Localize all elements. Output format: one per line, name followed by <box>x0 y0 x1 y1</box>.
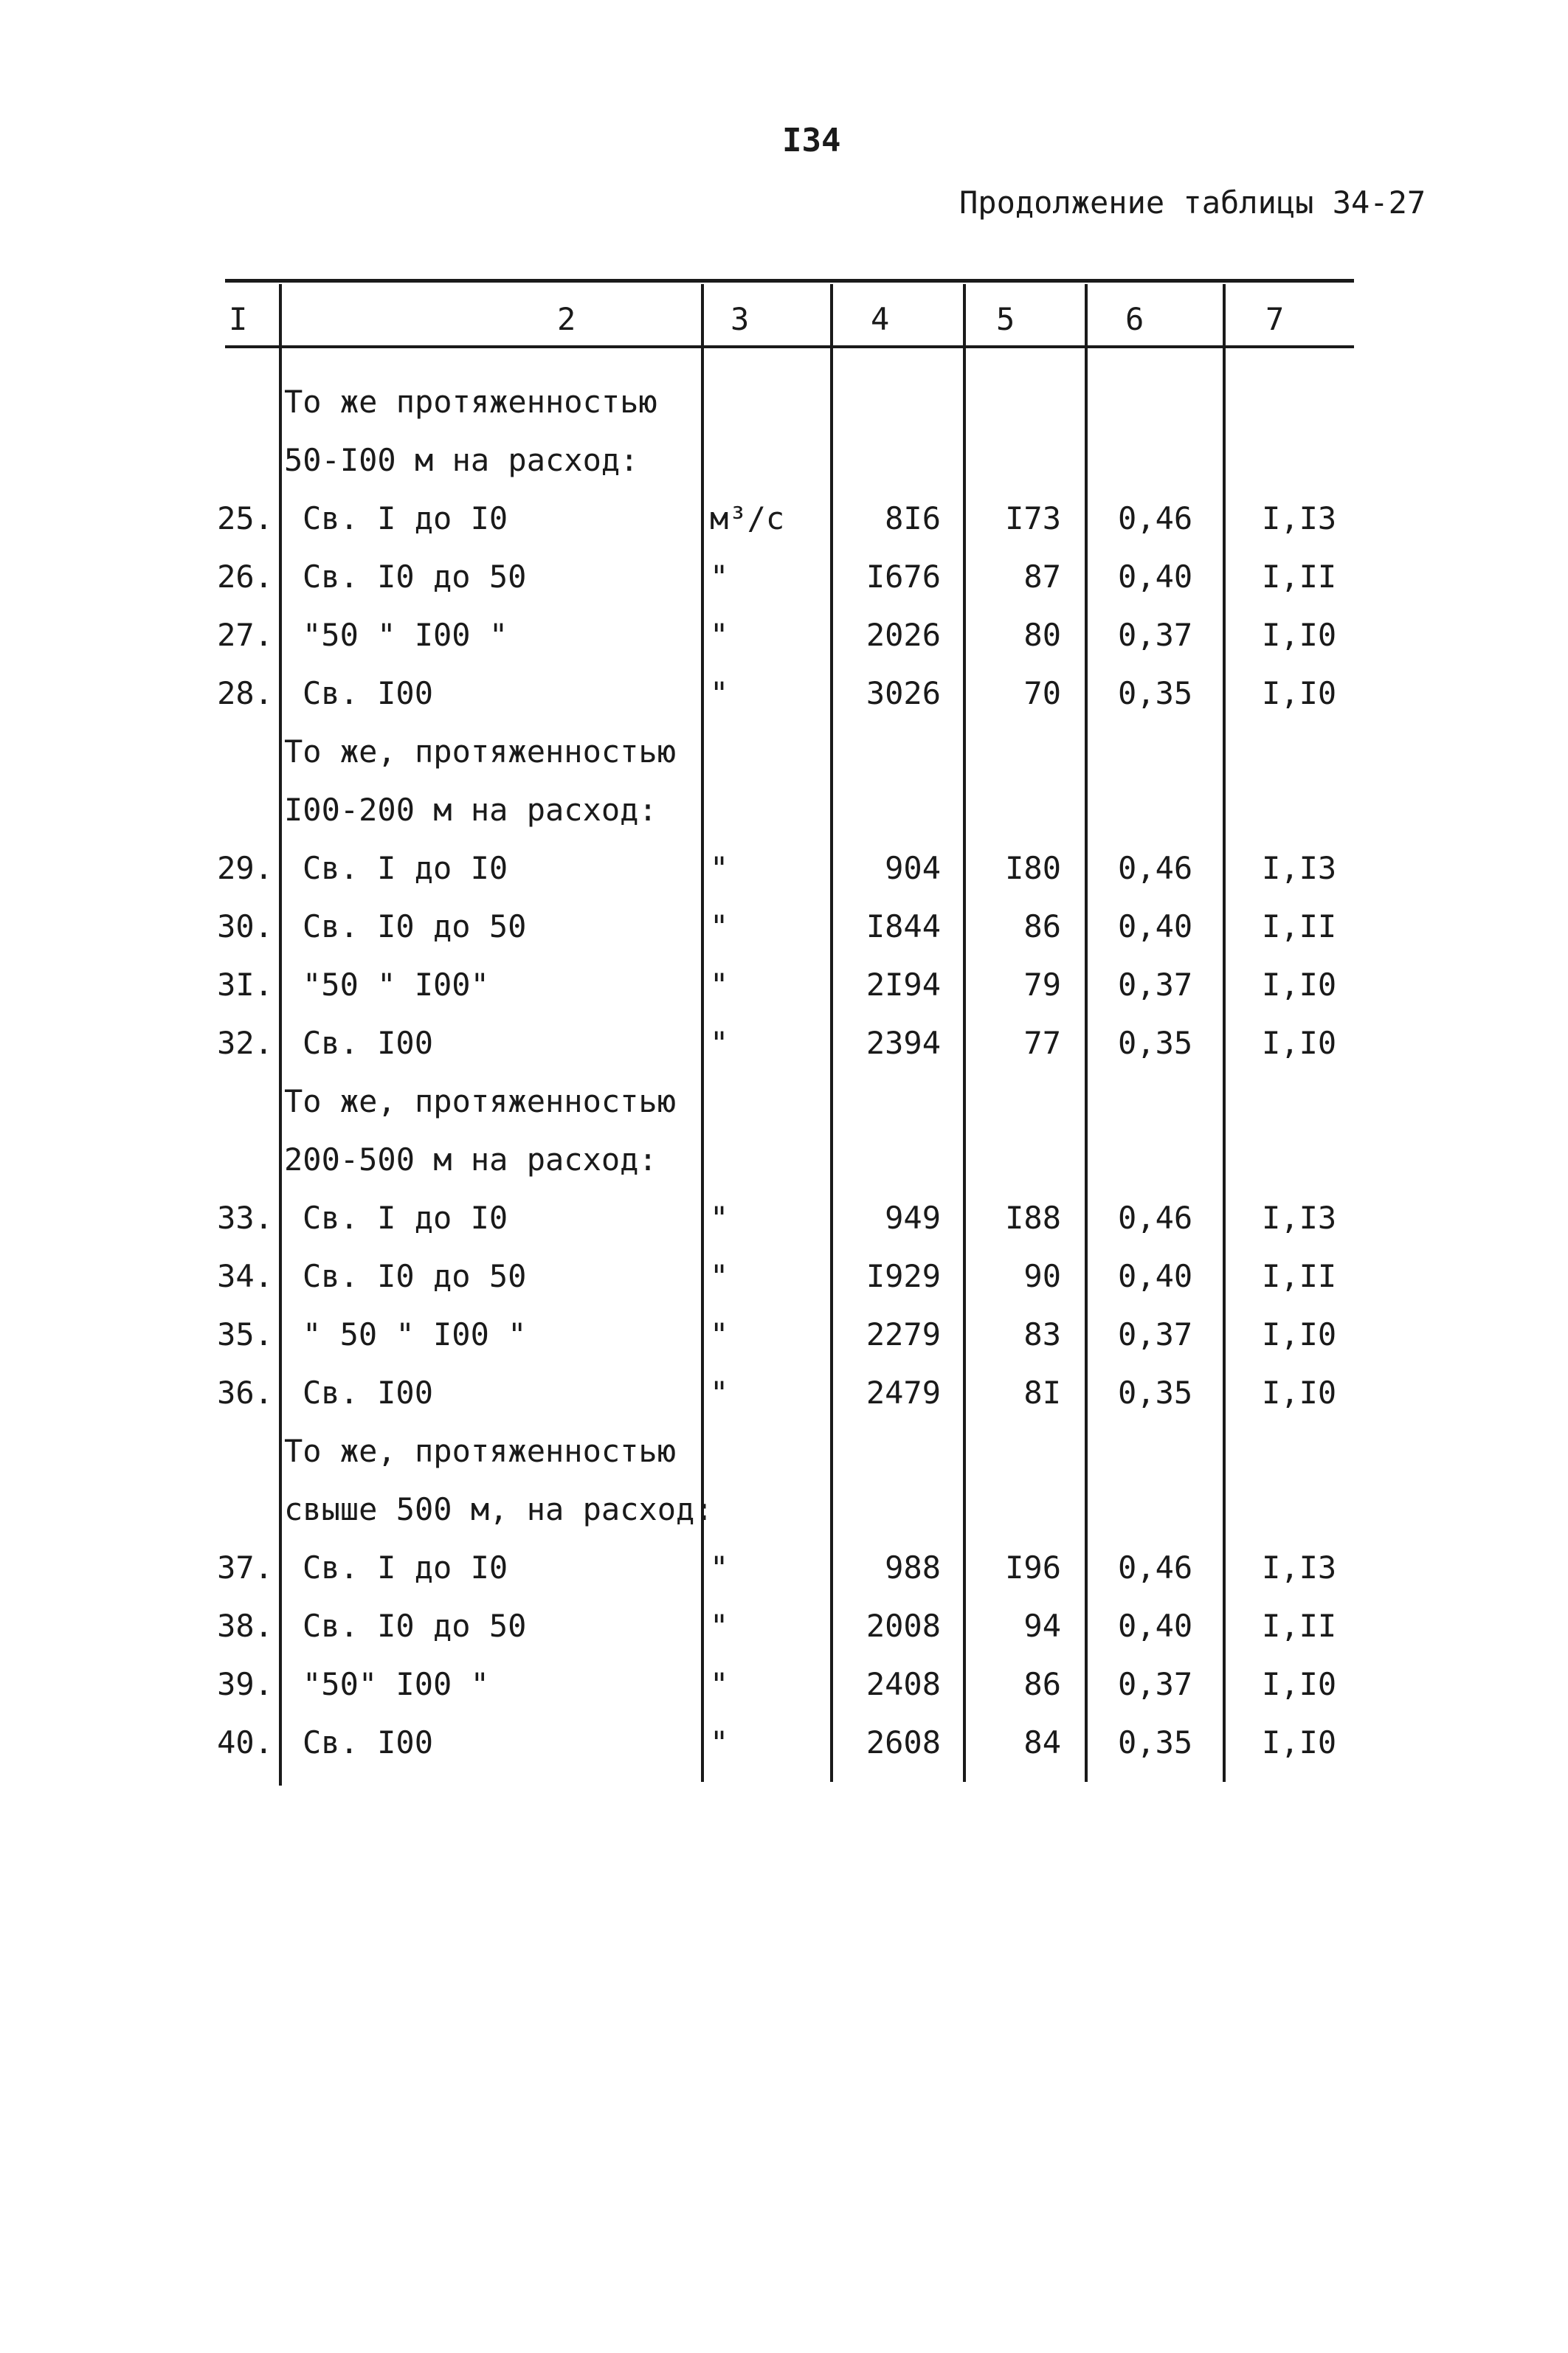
group-heading: свыше 500 м, на расход: <box>284 1491 714 1527</box>
row-col-6: 0,40 <box>1118 1608 1193 1644</box>
row-description: Св. I до I0 <box>303 1549 508 1586</box>
group-heading: То же, протяженностью <box>284 1083 677 1119</box>
group-heading: 200-500 м на расход: <box>284 1141 657 1178</box>
row-unit: " <box>710 1724 729 1761</box>
row-number: 25. <box>217 500 273 536</box>
row-col-5: I73 <box>1005 500 1061 536</box>
row-col-6: 0,35 <box>1118 1375 1193 1411</box>
row-unit: " <box>710 967 729 1003</box>
row-col-4: I676 <box>866 559 941 595</box>
row-col-6: 0,46 <box>1118 500 1193 536</box>
row-description: Св. I0 до 50 <box>303 1608 527 1644</box>
col-line-4 <box>963 284 966 1782</box>
row-col-5: 84 <box>1023 1724 1061 1761</box>
row-col-7: I,I0 <box>1262 675 1337 711</box>
row-col-4: 949 <box>885 1200 941 1236</box>
row-col-7: I,I3 <box>1262 850 1337 886</box>
header-col-4: 4 <box>871 301 890 337</box>
row-description: Св. I00 <box>303 1375 434 1411</box>
continuation-title: Продолжение таблицы 34-27 <box>959 184 1426 221</box>
row-col-4: 2608 <box>866 1724 941 1761</box>
row-col-7: I,II <box>1262 1608 1337 1644</box>
row-col-5: I80 <box>1005 850 1061 886</box>
row-unit: " <box>710 1549 729 1586</box>
row-col-5: 94 <box>1023 1608 1061 1644</box>
row-description: "50 " I00" <box>303 967 489 1003</box>
row-col-7: I,I3 <box>1262 500 1337 536</box>
row-col-7: I,I0 <box>1262 1375 1337 1411</box>
row-col-5: I96 <box>1005 1549 1061 1586</box>
row-col-5: 77 <box>1023 1025 1061 1061</box>
header-col-1: I <box>229 301 248 337</box>
header-col-5: 5 <box>996 301 1015 337</box>
row-col-5: 83 <box>1023 1316 1061 1352</box>
group-heading: То же, протяженностью <box>284 1433 677 1469</box>
col-line-1 <box>279 284 282 1786</box>
row-description: Св. I0 до 50 <box>303 559 527 595</box>
row-col-5: 87 <box>1023 559 1061 595</box>
row-number: 32. <box>217 1025 273 1061</box>
row-number: 34. <box>217 1258 273 1294</box>
row-col-4: 988 <box>885 1549 941 1586</box>
row-description: Св. I0 до 50 <box>303 908 527 944</box>
row-col-6: 0,35 <box>1118 1724 1193 1761</box>
row-number: 29. <box>217 850 273 886</box>
row-col-4: I929 <box>866 1258 941 1294</box>
row-description: Св. I00 <box>303 675 434 711</box>
row-col-6: 0,37 <box>1118 1316 1193 1352</box>
row-col-7: I,I0 <box>1262 967 1337 1003</box>
row-col-5: 80 <box>1023 617 1061 653</box>
row-description: "50" I00 " <box>303 1666 489 1702</box>
row-col-7: I,I0 <box>1262 1666 1337 1702</box>
row-col-4: 2394 <box>866 1025 941 1061</box>
row-col-5: I88 <box>1005 1200 1061 1236</box>
row-number: 36. <box>217 1375 273 1411</box>
row-col-7: I,I0 <box>1262 617 1337 653</box>
table-top-rule <box>225 279 1354 283</box>
row-unit: " <box>710 1316 729 1352</box>
row-col-6: 0,37 <box>1118 1666 1193 1702</box>
row-number: 26. <box>217 559 273 595</box>
group-heading: I00-200 м на расход: <box>284 792 657 828</box>
row-col-7: I,II <box>1262 908 1337 944</box>
row-unit: " <box>710 850 729 886</box>
row-col-7: I,I3 <box>1262 1549 1337 1586</box>
row-description: Св. I0 до 50 <box>303 1258 527 1294</box>
group-heading: То же, протяженностью <box>284 733 677 770</box>
row-col-6: 0,46 <box>1118 1200 1193 1236</box>
row-col-6: 0,37 <box>1118 967 1193 1003</box>
row-col-5: 79 <box>1023 967 1061 1003</box>
col-line-3 <box>830 284 833 1782</box>
page-number: I34 <box>782 122 841 159</box>
row-col-4: 2479 <box>866 1375 941 1411</box>
row-unit: " <box>710 1025 729 1061</box>
table-header-rule <box>225 345 1354 348</box>
row-col-7: I,I0 <box>1262 1025 1337 1061</box>
header-col-7: 7 <box>1265 301 1285 337</box>
row-number: 40. <box>217 1724 273 1761</box>
row-unit: " <box>710 1666 729 1702</box>
row-number: 35. <box>217 1316 273 1352</box>
row-description: Св. I00 <box>303 1025 434 1061</box>
row-unit: " <box>710 617 729 653</box>
row-number: 28. <box>217 675 273 711</box>
row-unit: " <box>710 1258 729 1294</box>
row-col-7: I,I0 <box>1262 1724 1337 1761</box>
row-unit: " <box>710 559 729 595</box>
row-col-5: 86 <box>1023 908 1061 944</box>
row-number: 30. <box>217 908 273 944</box>
group-heading: То же протяженностью <box>284 384 657 420</box>
row-unit: " <box>710 675 729 711</box>
header-col-2: 2 <box>557 301 576 337</box>
row-description: Св. I00 <box>303 1724 434 1761</box>
row-col-4: 3026 <box>866 675 941 711</box>
col-line-2 <box>701 284 704 1782</box>
row-number: 39. <box>217 1666 273 1702</box>
row-col-6: 0,46 <box>1118 850 1193 886</box>
row-col-5: 90 <box>1023 1258 1061 1294</box>
row-col-7: I,II <box>1262 1258 1337 1294</box>
row-number: 27. <box>217 617 273 653</box>
row-col-4: I844 <box>866 908 941 944</box>
row-unit: м³/с <box>710 500 785 536</box>
row-col-6: 0,40 <box>1118 559 1193 595</box>
row-number: 38. <box>217 1608 273 1644</box>
row-unit: " <box>710 1375 729 1411</box>
row-col-7: I,II <box>1262 559 1337 595</box>
row-col-5: 70 <box>1023 675 1061 711</box>
row-col-4: 2I94 <box>866 967 941 1003</box>
row-description: Св. I до I0 <box>303 850 508 886</box>
row-col-5: 8I <box>1023 1375 1061 1411</box>
col-line-6 <box>1223 284 1226 1782</box>
row-col-4: 2408 <box>866 1666 941 1702</box>
row-col-7: I,I0 <box>1262 1316 1337 1352</box>
row-unit: " <box>710 908 729 944</box>
row-description: Св. I до I0 <box>303 1200 508 1236</box>
col-line-5 <box>1085 284 1088 1782</box>
row-col-4: 2279 <box>866 1316 941 1352</box>
row-col-6: 0,35 <box>1118 1025 1193 1061</box>
row-col-6: 0,40 <box>1118 1258 1193 1294</box>
row-unit: " <box>710 1200 729 1236</box>
group-heading: 50-I00 м на расход: <box>284 442 639 478</box>
row-col-4: 904 <box>885 850 941 886</box>
row-description: " 50 " I00 " <box>303 1316 527 1352</box>
row-col-6: 0,46 <box>1118 1549 1193 1586</box>
row-description: "50 " I00 " <box>303 617 508 653</box>
row-col-7: I,I3 <box>1262 1200 1337 1236</box>
header-col-6: 6 <box>1125 301 1144 337</box>
row-unit: " <box>710 1608 729 1644</box>
row-col-5: 86 <box>1023 1666 1061 1702</box>
header-col-3: 3 <box>731 301 750 337</box>
row-description: Св. I до I0 <box>303 500 508 536</box>
row-col-6: 0,35 <box>1118 675 1193 711</box>
row-number: 37. <box>217 1549 273 1586</box>
row-col-4: 2026 <box>866 617 941 653</box>
row-col-6: 0,40 <box>1118 908 1193 944</box>
row-col-4: 8I6 <box>885 500 941 536</box>
row-number: 33. <box>217 1200 273 1236</box>
row-number: 3I. <box>217 967 273 1003</box>
row-col-6: 0,37 <box>1118 617 1193 653</box>
row-col-4: 2008 <box>866 1608 941 1644</box>
